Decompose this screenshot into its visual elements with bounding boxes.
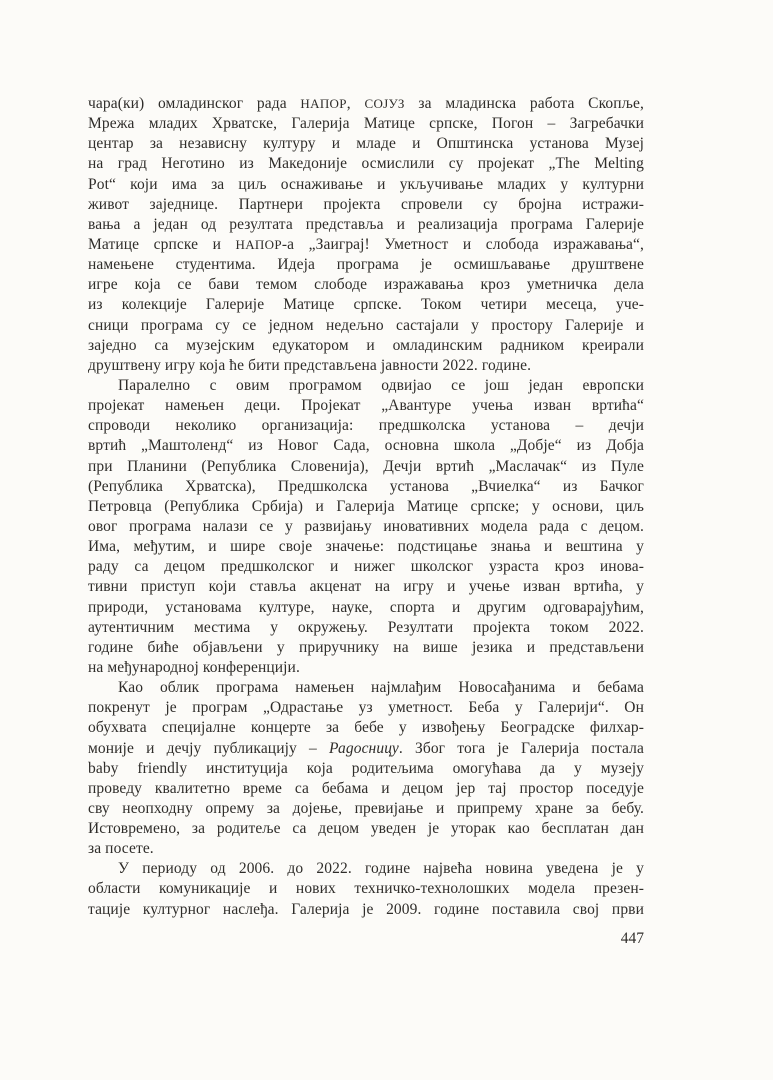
paragraph <box>88 859 644 919</box>
text-line: при Планини (Република Словенија), Дечји вртић „Маслачак“ из Пуле <box>88 457 644 475</box>
text-line: из колекције Галерије Матице српске. Током четири месеца, уче- <box>88 296 644 314</box>
text-line: пројекат намењен деци. Пројекат „Авантуре учења изван вртића“ <box>88 397 644 415</box>
text-line: Мрежа младих Хрватске, Галерија Матице српске, Погон – Загребачки <box>88 115 644 133</box>
page-text <box>88 94 644 920</box>
text-line: тивни приступ који ставља акценат на игру и учење изван вртића, у <box>88 578 644 596</box>
text-line: вртић „Маштоленд“ из Новог Сада, основна школа „Добје“ из Добја <box>88 437 644 455</box>
text-line: Истовремено, за родитеље са децом уведен је уторак као бесплатан дан <box>88 820 644 838</box>
text-line: аутентичним местима у окружењу. Резултати пројекта током 2022. <box>88 618 644 636</box>
paragraph <box>88 94 644 376</box>
text-line: овог програма налази се у развијању иновативних модела рада с децом. <box>88 517 644 535</box>
text-line: baby friendly институција која родитељима омогућава да у музеју <box>88 759 644 777</box>
text-line: намењене студентима. Идеја програма је осмишљавање друштвене <box>88 256 644 274</box>
text-line: моније и дечју публикацију – Радосницу. Због тога је Галерија постала <box>88 739 644 757</box>
paragraph <box>88 376 644 678</box>
text-line: на град Неготино из Македоније осмислили су пројекат „The Melting <box>88 155 644 173</box>
text-line: игре која се бави темом слободе изражавања кроз уметничка дела <box>88 276 644 294</box>
text-line: (Република Хрватска), Предшколска установа „Вчиелка“ из Бачког <box>88 477 644 495</box>
text-line: вања а један од резултата представља и реализација програма Галерије <box>88 215 644 233</box>
text-line: заједно са музејским едукатором и омладинским радником креирали <box>88 336 644 354</box>
text-line: Има, међутим, и шире своје значење: подстицање знања и вештина у <box>88 538 644 556</box>
text-line: сву неопходну опрему за дојење, превијање и припрему хране за бебу. <box>88 799 644 817</box>
text-line: покренут је програм „Одрастање уз уметност. Беба у Галерији“. Он <box>88 699 644 717</box>
text-line: области комуникације и нових техничко-технолошких модела презен- <box>88 880 644 898</box>
text-line: Pot“ који има за циљ оснаживање и укључивање младих у културни <box>88 175 644 193</box>
text-line: на међународној конференцији. <box>88 658 300 676</box>
text-line: У периоду од 2006. до 2022. године највећа новина уведена је у <box>118 860 644 878</box>
text-line: Матице српске и НАПОР-а „Заиграј! Уметност и слобода изражавања“, <box>88 235 644 253</box>
text-line: чара(ки) омладинског рада НАПОР, СОЈУЗ за младинска работа Скопље, <box>88 95 644 112</box>
page-number: 447 <box>620 930 644 947</box>
text-line: проведу квалитетно време са бебама и децом јер тај простор поседује <box>88 779 644 797</box>
smallcaps-run: НАПОР <box>300 96 347 111</box>
text-line: Петровца (Република Србија) и Галерија Матице српске; у основи, циљ <box>88 497 644 515</box>
text-line: обухвата специјалне концерте за бебе у извођењу Београдске филхар- <box>88 719 644 737</box>
smallcaps-run: НАПОР <box>235 236 282 252</box>
text-line: тације културног наслеђа. Галерија је 2009. године поставила свој први <box>88 900 644 918</box>
text-line: раду са децом предшколског и нижег школског узраста кроз инова- <box>88 558 644 576</box>
text-line: сници програма су се једном недељно састајали у простору Галерије и <box>88 316 644 334</box>
text-line: за посете. <box>88 840 154 858</box>
smallcaps-run: СОЈУЗ <box>364 96 405 111</box>
text-line: живот заједнице. Партнери пројекта спровели су бројна истражи- <box>88 195 644 213</box>
text-line: спроводи неколико организација: предшколска установа – дечји <box>88 417 644 435</box>
text-line: друштвену игру која ће бити представљена јавности 2022. године. <box>88 356 532 374</box>
text-line: Као облик програма намењен најмлађим Новосађанима и бебама <box>118 679 644 697</box>
text-line: природи, установама културе, науке, спорта и другим одговарајућим, <box>88 598 644 616</box>
paragraph <box>88 678 644 859</box>
text-line: године биће објављени у приручнику на више језика и представљени <box>88 638 644 656</box>
text-line: центар за независну културу и младе и Општинска установа Музеј <box>88 135 644 153</box>
italic-run: Радосницу <box>329 739 399 757</box>
text-line: Паралелно с овим програмом одвијао се још један европски <box>118 376 644 394</box>
